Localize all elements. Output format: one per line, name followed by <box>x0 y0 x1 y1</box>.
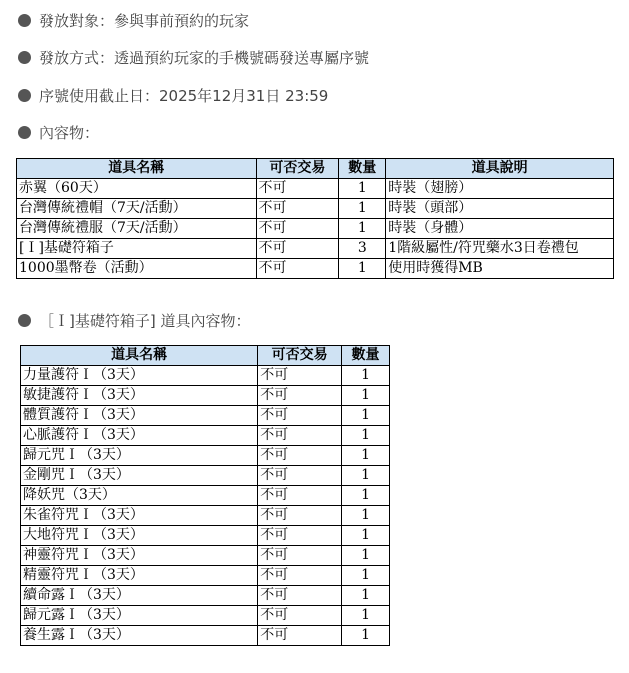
target-text: 發放對象：參與事前預約的玩家 <box>39 12 250 30</box>
cell-item-name: 金剛咒Ｉ（3天） <box>21 466 258 486</box>
bullet-contents <box>18 122 99 143</box>
bullet-dot-icon <box>18 14 31 27</box>
cell-tradable: 不可 <box>258 406 342 426</box>
table-row <box>17 219 614 239</box>
cell-quantity: 1 <box>342 566 390 586</box>
cell-description: 使用時獲得MB <box>386 259 614 279</box>
cell-tradable: 不可 <box>256 259 339 279</box>
table-row <box>17 239 614 259</box>
table-header-row <box>21 346 390 366</box>
table-row <box>21 366 390 386</box>
cell-description: 1階級屬性/符咒藥水3日卷禮包 <box>386 239 614 259</box>
cell-item-name: 大地符咒Ｉ（3天） <box>21 526 258 546</box>
cell-quantity: 1 <box>342 466 390 486</box>
cell-quantity: 1 <box>339 259 386 279</box>
cell-quantity: 1 <box>342 446 390 466</box>
table-row <box>21 606 390 626</box>
cell-item-name: 敏捷護符Ｉ（3天） <box>21 386 258 406</box>
bullet-dot-icon <box>18 51 31 64</box>
cell-tradable: 不可 <box>258 526 342 546</box>
table-row <box>21 586 390 606</box>
rewards-table <box>16 158 614 279</box>
cell-item-name: 降妖咒（3天） <box>21 486 258 506</box>
header-description: 道具說明 <box>386 159 614 179</box>
cell-tradable: 不可 <box>258 466 342 486</box>
box-contents-table <box>20 345 390 646</box>
header-item-name: 道具名稱 <box>17 159 257 179</box>
cell-tradable: 不可 <box>256 239 339 259</box>
cell-quantity: 1 <box>342 406 390 426</box>
cell-item-name: 1000墨幣卷（活動） <box>17 259 257 279</box>
table-row <box>17 259 614 279</box>
bullet-dot-icon <box>18 126 31 139</box>
table-row <box>21 546 390 566</box>
cell-tradable: 不可 <box>258 386 342 406</box>
method-text: 發放方式：透過預約玩家的手機號碼發送專屬序號 <box>39 49 370 67</box>
deadline-text: 序號使用截止日：2025年12月31日 23:59 <box>39 87 329 105</box>
cell-quantity: 1 <box>339 199 386 219</box>
cell-item-name: 體質護符Ｉ（3天） <box>21 406 258 426</box>
table-row <box>21 486 390 506</box>
contents-text: 內容物： <box>39 124 100 142</box>
header-quantity: 數量 <box>342 346 390 366</box>
cell-quantity: 1 <box>339 219 386 239</box>
cell-item-name: 續命露Ｉ（3天） <box>21 586 258 606</box>
cell-quantity: 1 <box>342 626 390 646</box>
cell-item-name: 台灣傳統禮帽（7天/活動） <box>17 199 257 219</box>
table-row <box>17 199 614 219</box>
cell-item-name: 歸元咒Ｉ（3天） <box>21 446 258 466</box>
table-row <box>21 506 390 526</box>
cell-quantity: 1 <box>342 486 390 506</box>
cell-tradable: 不可 <box>258 586 342 606</box>
cell-quantity: 3 <box>339 239 386 259</box>
cell-tradable: 不可 <box>258 446 342 466</box>
cell-quantity: 1 <box>342 526 390 546</box>
cell-item-name: 精靈符咒Ｉ（3天） <box>21 566 258 586</box>
cell-tradable: 不可 <box>256 179 339 199</box>
table-row <box>21 526 390 546</box>
table-row <box>21 566 390 586</box>
cell-tradable: 不可 <box>258 366 342 386</box>
bullet-dot-icon <box>18 89 31 102</box>
bullet-method <box>18 47 369 68</box>
cell-item-name: 朱雀符咒Ｉ（3天） <box>21 506 258 526</box>
cell-quantity: 1 <box>342 386 390 406</box>
header-quantity: 數量 <box>339 159 386 179</box>
cell-item-name: 神靈符咒Ｉ（3天） <box>21 546 258 566</box>
cell-tradable: 不可 <box>258 566 342 586</box>
header-tradable: 可否交易 <box>256 159 339 179</box>
header-tradable: 可否交易 <box>258 346 342 366</box>
cell-quantity: 1 <box>342 606 390 626</box>
cell-tradable: 不可 <box>258 546 342 566</box>
cell-tradable: 不可 <box>256 219 339 239</box>
cell-tradable: 不可 <box>258 606 342 626</box>
bullet-dot-icon <box>18 314 31 327</box>
cell-description: 時裝（身體） <box>386 219 614 239</box>
bullet-deadline <box>18 85 328 106</box>
cell-quantity: 1 <box>342 506 390 526</box>
cell-quantity: 1 <box>342 586 390 606</box>
cell-tradable: 不可 <box>256 199 339 219</box>
cell-item-name: 赤翼（60天） <box>17 179 257 199</box>
cell-item-name: 養生露Ｉ（3天） <box>21 626 258 646</box>
cell-tradable: 不可 <box>258 426 342 446</box>
table-row <box>21 386 390 406</box>
cell-description: 時裝（頭部） <box>386 199 614 219</box>
cell-item-name: 力量護符Ｉ（3天） <box>21 366 258 386</box>
table-row <box>21 406 390 426</box>
box-heading-text: ［Ｉ]基礎符箱子] 道具內容物： <box>39 312 251 330</box>
bullet-target <box>18 10 249 31</box>
cell-item-name: [Ｉ]基礎符箱子 <box>17 239 257 259</box>
cell-item-name: 台灣傳統禮服（7天/活動） <box>17 219 257 239</box>
cell-tradable: 不可 <box>258 626 342 646</box>
table-row <box>21 626 390 646</box>
header-item-name: 道具名稱 <box>21 346 258 366</box>
table-row <box>21 426 390 446</box>
cell-description: 時裝（翅膀） <box>386 179 614 199</box>
table-header-row <box>17 159 614 179</box>
cell-quantity: 1 <box>342 426 390 446</box>
table-row <box>21 466 390 486</box>
cell-quantity: 1 <box>342 546 390 566</box>
cell-item-name: 心脈護符Ｉ（3天） <box>21 426 258 446</box>
table-row <box>21 446 390 466</box>
cell-item-name: 歸元露Ｉ（3天） <box>21 606 258 626</box>
cell-tradable: 不可 <box>258 506 342 526</box>
cell-tradable: 不可 <box>258 486 342 506</box>
cell-quantity: 1 <box>339 179 386 199</box>
bullet-box-contents <box>18 310 250 331</box>
table-row <box>17 179 614 199</box>
cell-quantity: 1 <box>342 366 390 386</box>
